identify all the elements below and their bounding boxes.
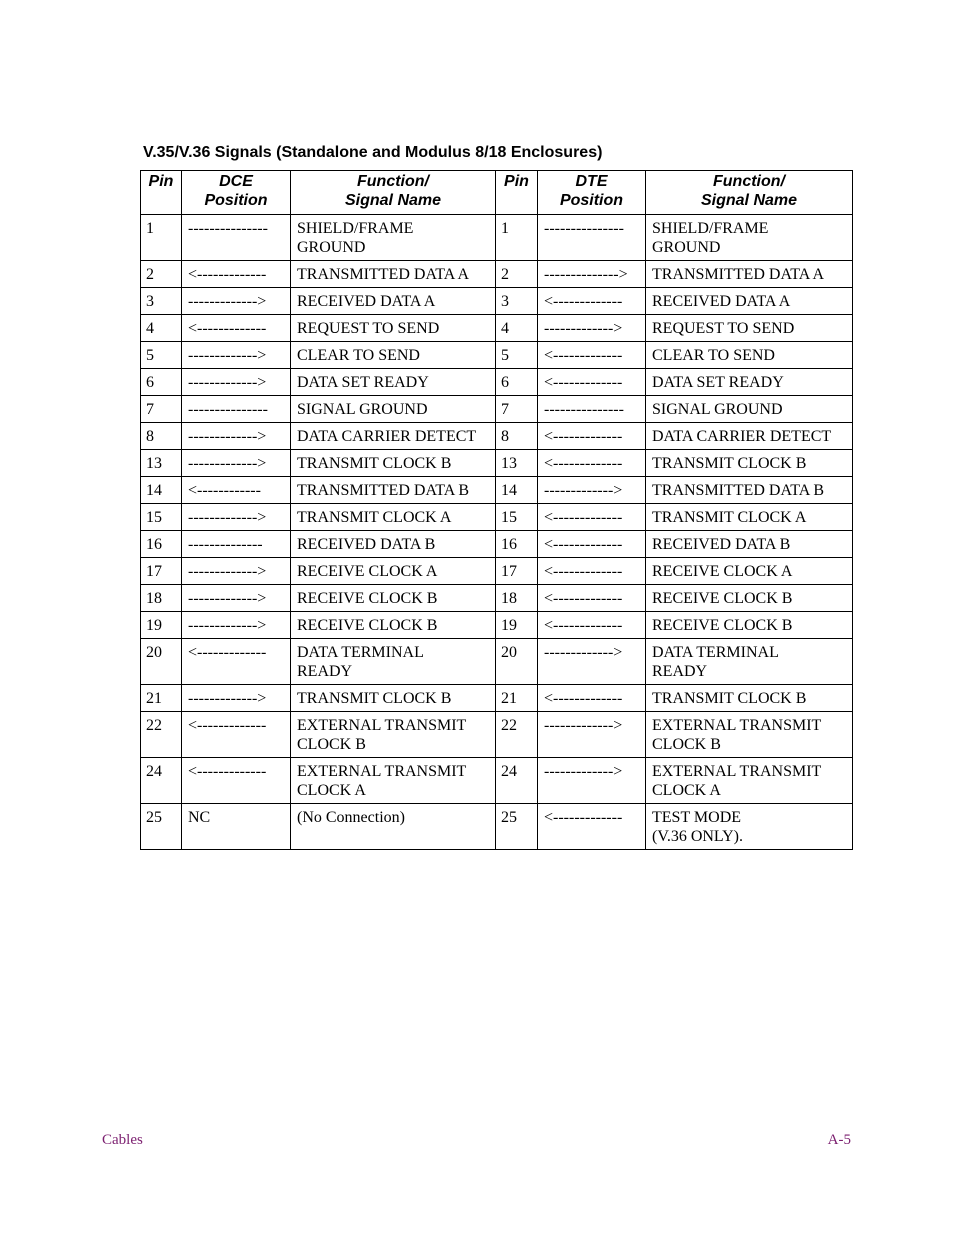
cell-dte-position: -------------> bbox=[538, 639, 646, 685]
cell-pin-dce: 22 bbox=[141, 712, 182, 758]
cell-pin-dte: 14 bbox=[496, 477, 538, 504]
cell-pin-dte: 15 bbox=[496, 504, 538, 531]
cell-dce-position: -------------> bbox=[182, 369, 291, 396]
table-row bbox=[141, 685, 853, 712]
cell-function-dce: REQUEST TO SEND bbox=[291, 315, 496, 342]
cell-dce-position: <------------ bbox=[182, 477, 291, 504]
header-dce-position: DCE Position bbox=[182, 171, 291, 215]
cell-function-dte: CLEAR TO SEND bbox=[646, 342, 853, 369]
table-row bbox=[141, 477, 853, 504]
cell-dce-position: -------------> bbox=[182, 504, 291, 531]
cell-dte-position: <------------- bbox=[538, 685, 646, 712]
cell-function-dte: TRANSMIT CLOCK B bbox=[646, 450, 853, 477]
cell-function-dte: REQUEST TO SEND bbox=[646, 315, 853, 342]
cell-function-dte: EXTERNAL TRANSMIT CLOCK A bbox=[646, 758, 853, 804]
cell-dte-position: <------------- bbox=[538, 369, 646, 396]
cell-dce-position: -------------> bbox=[182, 612, 291, 639]
table-row bbox=[141, 450, 853, 477]
table-row bbox=[141, 504, 853, 531]
cell-pin-dte: 18 bbox=[496, 585, 538, 612]
cell-function-dce: RECEIVED DATA B bbox=[291, 531, 496, 558]
cell-pin-dce: 2 bbox=[141, 261, 182, 288]
cell-function-dce: SIGNAL GROUND bbox=[291, 396, 496, 423]
cell-pin-dte: 2 bbox=[496, 261, 538, 288]
header-dte-position: DTE Position bbox=[538, 171, 646, 215]
cell-function-dce: RECEIVE CLOCK B bbox=[291, 612, 496, 639]
cell-pin-dce: 13 bbox=[141, 450, 182, 477]
table-row bbox=[141, 531, 853, 558]
cell-pin-dte: 8 bbox=[496, 423, 538, 450]
cell-function-dce: TRANSMITTED DATA B bbox=[291, 477, 496, 504]
table-row bbox=[141, 758, 853, 804]
cell-pin-dce: 21 bbox=[141, 685, 182, 712]
cell-dce-position: <------------- bbox=[182, 639, 291, 685]
cell-dte-position: <------------- bbox=[538, 504, 646, 531]
cell-function-dce: DATA TERMINAL READY bbox=[291, 639, 496, 685]
cell-pin-dce: 14 bbox=[141, 477, 182, 504]
cell-pin-dte: 4 bbox=[496, 315, 538, 342]
cell-function-dce: RECEIVE CLOCK B bbox=[291, 585, 496, 612]
cell-function-dce: RECEIVE CLOCK A bbox=[291, 558, 496, 585]
cell-function-dte: TRANSMIT CLOCK B bbox=[646, 685, 853, 712]
cell-function-dce: TRANSMITTED DATA A bbox=[291, 261, 496, 288]
footer-section-label: Cables bbox=[102, 1132, 143, 1148]
cell-pin-dte: 6 bbox=[496, 369, 538, 396]
cell-function-dte: SHIELD/FRAME GROUND bbox=[646, 215, 853, 261]
cell-pin-dte: 19 bbox=[496, 612, 538, 639]
cell-function-dce: CLEAR TO SEND bbox=[291, 342, 496, 369]
cell-pin-dte: 17 bbox=[496, 558, 538, 585]
cell-pin-dce: 4 bbox=[141, 315, 182, 342]
signals-table bbox=[140, 170, 853, 850]
cell-pin-dte: 24 bbox=[496, 758, 538, 804]
table-row bbox=[141, 342, 853, 369]
cell-dte-position: <------------- bbox=[538, 804, 646, 850]
cell-pin-dte: 3 bbox=[496, 288, 538, 315]
table-row bbox=[141, 423, 853, 450]
cell-pin-dce: 24 bbox=[141, 758, 182, 804]
cell-function-dce: DATA CARRIER DETECT bbox=[291, 423, 496, 450]
cell-function-dce: TRANSMIT CLOCK B bbox=[291, 450, 496, 477]
cell-pin-dce: 1 bbox=[141, 215, 182, 261]
cell-function-dte: DATA CARRIER DETECT bbox=[646, 423, 853, 450]
cell-function-dte: RECEIVE CLOCK B bbox=[646, 612, 853, 639]
cell-pin-dce: 19 bbox=[141, 612, 182, 639]
cell-function-dte: TRANSMIT CLOCK A bbox=[646, 504, 853, 531]
cell-dte-position: <------------- bbox=[538, 531, 646, 558]
cell-function-dte: RECEIVED DATA B bbox=[646, 531, 853, 558]
cell-dte-position: --------------> bbox=[538, 261, 646, 288]
cell-dce-position: -------------> bbox=[182, 558, 291, 585]
table-row bbox=[141, 261, 853, 288]
cell-function-dce: DATA SET READY bbox=[291, 369, 496, 396]
cell-dte-position: -------------> bbox=[538, 315, 646, 342]
cell-pin-dte: 7 bbox=[496, 396, 538, 423]
table-body bbox=[141, 215, 853, 850]
cell-function-dte: TEST MODE (V.36 ONLY). bbox=[646, 804, 853, 850]
cell-pin-dte: 21 bbox=[496, 685, 538, 712]
table-row bbox=[141, 215, 853, 261]
cell-pin-dte: 20 bbox=[496, 639, 538, 685]
cell-dce-position: <------------- bbox=[182, 261, 291, 288]
cell-function-dce: EXTERNAL TRANSMIT CLOCK A bbox=[291, 758, 496, 804]
cell-function-dte: EXTERNAL TRANSMIT CLOCK B bbox=[646, 712, 853, 758]
cell-dce-position: <------------- bbox=[182, 758, 291, 804]
cell-dte-position: <------------- bbox=[538, 558, 646, 585]
cell-dce-position: NC bbox=[182, 804, 291, 850]
cell-dte-position: -------------> bbox=[538, 712, 646, 758]
table-row bbox=[141, 396, 853, 423]
cell-dte-position: <------------- bbox=[538, 612, 646, 639]
table-row bbox=[141, 612, 853, 639]
cell-dte-position: <------------- bbox=[538, 423, 646, 450]
cell-dce-position: --------------- bbox=[182, 396, 291, 423]
cell-pin-dce: 17 bbox=[141, 558, 182, 585]
cell-pin-dte: 5 bbox=[496, 342, 538, 369]
cell-dce-position: -------------> bbox=[182, 288, 291, 315]
header-function-dte: Function/ Signal Name bbox=[646, 171, 853, 215]
cell-dte-position: --------------- bbox=[538, 215, 646, 261]
cell-dte-position: --------------- bbox=[538, 396, 646, 423]
cell-function-dce: TRANSMIT CLOCK A bbox=[291, 504, 496, 531]
cell-pin-dce: 5 bbox=[141, 342, 182, 369]
cell-function-dce: TRANSMIT CLOCK B bbox=[291, 685, 496, 712]
table-row bbox=[141, 712, 853, 758]
cell-dce-position: -------------> bbox=[182, 423, 291, 450]
cell-dce-position: <------------- bbox=[182, 712, 291, 758]
cell-dce-position: --------------- bbox=[182, 215, 291, 261]
cell-pin-dce: 3 bbox=[141, 288, 182, 315]
cell-function-dte: RECEIVED DATA A bbox=[646, 288, 853, 315]
header-function-dce: Function/ Signal Name bbox=[291, 171, 496, 215]
cell-dte-position: -------------> bbox=[538, 477, 646, 504]
cell-function-dte: TRANSMITTED DATA A bbox=[646, 261, 853, 288]
cell-function-dte: SIGNAL GROUND bbox=[646, 396, 853, 423]
cell-pin-dce: 20 bbox=[141, 639, 182, 685]
cell-dce-position: -------------> bbox=[182, 342, 291, 369]
cell-pin-dte: 1 bbox=[496, 215, 538, 261]
cell-dce-position: -------------- bbox=[182, 531, 291, 558]
cell-function-dte: TRANSMITTED DATA B bbox=[646, 477, 853, 504]
header-pin-dce: Pin bbox=[141, 171, 182, 215]
cell-function-dte: RECEIVE CLOCK B bbox=[646, 585, 853, 612]
header-pin-dte: Pin bbox=[496, 171, 538, 215]
table-row bbox=[141, 585, 853, 612]
cell-dte-position: <------------- bbox=[538, 342, 646, 369]
cell-dte-position: <------------- bbox=[538, 585, 646, 612]
table-row bbox=[141, 369, 853, 396]
cell-dce-position: -------------> bbox=[182, 685, 291, 712]
table-row bbox=[141, 288, 853, 315]
footer-page-number: A-5 bbox=[827, 1132, 851, 1148]
cell-pin-dce: 8 bbox=[141, 423, 182, 450]
cell-pin-dte: 25 bbox=[496, 804, 538, 850]
cell-dte-position: -------------> bbox=[538, 758, 646, 804]
cell-pin-dce: 25 bbox=[141, 804, 182, 850]
cell-pin-dce: 16 bbox=[141, 531, 182, 558]
cell-pin-dce: 15 bbox=[141, 504, 182, 531]
table-row bbox=[141, 639, 853, 685]
cell-function-dte: DATA SET READY bbox=[646, 369, 853, 396]
cell-pin-dte: 22 bbox=[496, 712, 538, 758]
cell-function-dce: EXTERNAL TRANSMIT CLOCK B bbox=[291, 712, 496, 758]
cell-function-dte: RECEIVE CLOCK A bbox=[646, 558, 853, 585]
cell-dte-position: <------------- bbox=[538, 450, 646, 477]
cell-dce-position: -------------> bbox=[182, 585, 291, 612]
table-row bbox=[141, 315, 853, 342]
cell-pin-dce: 18 bbox=[141, 585, 182, 612]
cell-pin-dte: 13 bbox=[496, 450, 538, 477]
cell-pin-dce: 6 bbox=[141, 369, 182, 396]
cell-function-dce: SHIELD/FRAME GROUND bbox=[291, 215, 496, 261]
cell-dce-position: -------------> bbox=[182, 450, 291, 477]
table-header-row bbox=[141, 171, 853, 215]
cell-dce-position: <------------- bbox=[182, 315, 291, 342]
table-row bbox=[141, 804, 853, 850]
cell-pin-dce: 7 bbox=[141, 396, 182, 423]
cell-function-dte: DATA TERMINAL READY bbox=[646, 639, 853, 685]
cell-dte-position: <------------- bbox=[538, 288, 646, 315]
cell-function-dce: RECEIVED DATA A bbox=[291, 288, 496, 315]
cell-pin-dte: 16 bbox=[496, 531, 538, 558]
table-row bbox=[141, 558, 853, 585]
table-caption: V.35/V.36 Signals (Standalone and Modulus 8/18 Enclosures) bbox=[143, 144, 603, 161]
cell-function-dce: (No Connection) bbox=[291, 804, 496, 850]
